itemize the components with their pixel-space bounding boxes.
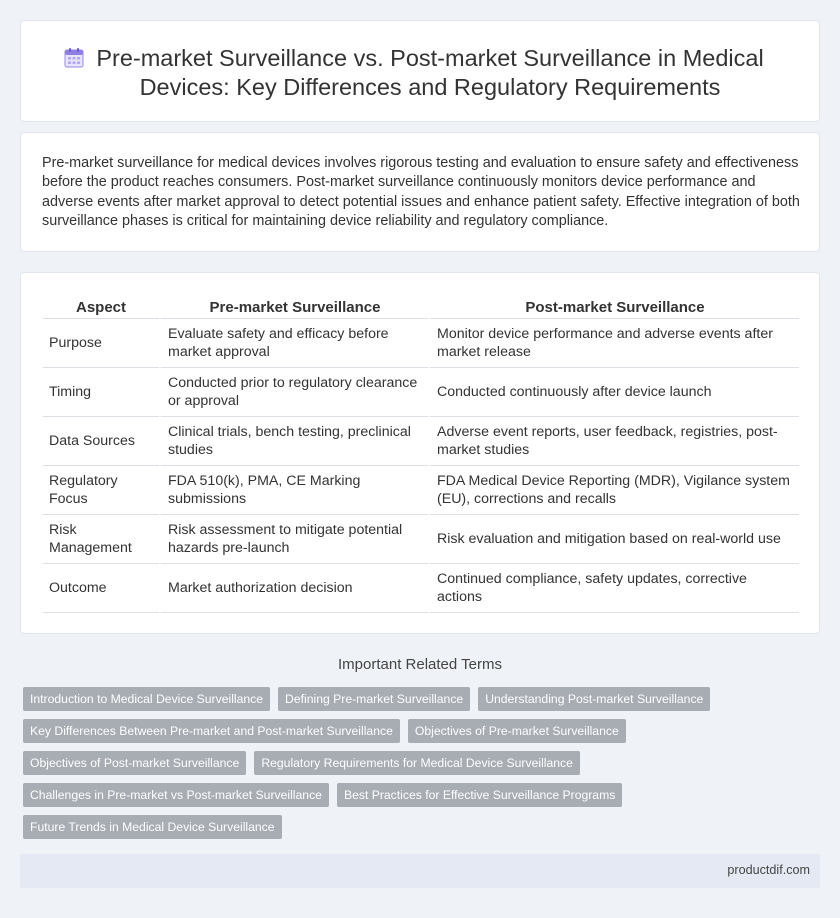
table-row: [43, 466, 799, 515]
comparison-table: [43, 295, 799, 613]
post-market-cell: Risk evaluation and mitigation based on real-world use: [428, 515, 799, 564]
tag-row: [23, 783, 813, 807]
post-market-cell: Conducted continuously after device launch: [428, 368, 799, 417]
tag-row: [23, 751, 813, 775]
aspect-cell: Risk Management: [43, 515, 159, 564]
pre-market-cell: Conducted prior to regulatory clearance or approval: [159, 368, 428, 417]
intro-card: [20, 132, 820, 252]
pre-market-cell: Market authorization decision: [159, 564, 428, 613]
intro-paragraph: Pre-market surveillance for medical devices involves rigorous testing and evaluation to ensure safety and effectiveness before the product reaches consumers. Post-market surveillance continuously monitors device performance and adverse events after market approval to detect potential issues and enhance patient safety. Effective integration of both surveillance phases is critical for maintaining device reliability and regulatory compliance.: [42, 155, 800, 229]
table-header-row: [43, 295, 799, 319]
aspect-cell: Data Sources: [43, 417, 159, 466]
related-term-tag[interactable]: Understanding Post-market Surveillance: [478, 687, 710, 711]
page-title: Pre-market Surveillance vs. Post-market Surveillance in Medical Devices: Key Differences and Regulatory Requirements: [96, 45, 764, 100]
related-term-tag[interactable]: Regulatory Requirements for Medical Device Surveillance: [254, 751, 580, 775]
header-card: [20, 20, 820, 122]
aspect-cell: Timing: [43, 368, 159, 417]
post-market-cell: Adverse event reports, user feedback, registries, post-market studies: [428, 417, 799, 466]
table-row: [43, 319, 799, 368]
table-row: [43, 368, 799, 417]
related-terms-list: [23, 687, 813, 847]
tag-row: [23, 687, 813, 711]
tag-row: [23, 719, 813, 743]
aspect-cell: Regulatory Focus: [43, 466, 159, 515]
pre-market-cell: Clinical trials, bench testing, preclinical studies: [159, 417, 428, 466]
aspect-cell: Outcome: [43, 564, 159, 613]
table-row: [43, 564, 799, 613]
related-term-tag[interactable]: Challenges in Pre-market vs Post-market Surveillance: [23, 783, 329, 807]
post-market-cell: Continued compliance, safety updates, corrective actions: [428, 564, 799, 613]
comparison-card: [20, 272, 820, 634]
tag-row: [23, 815, 813, 839]
header-aspect: Aspect: [43, 295, 159, 319]
pre-market-cell: Evaluate safety and efficacy before market approval: [159, 319, 428, 368]
related-term-tag[interactable]: Objectives of Pre-market Surveillance: [408, 719, 626, 743]
table-row: [43, 417, 799, 466]
header-post-market: Post-market Surveillance: [428, 295, 799, 319]
table-row: [43, 515, 799, 564]
related-term-tag[interactable]: Best Practices for Effective Surveillance Programs: [337, 783, 622, 807]
footer: [20, 854, 820, 888]
header-pre-market: Pre-market Surveillance: [159, 295, 428, 319]
related-term-tag[interactable]: Introduction to Medical Device Surveillance: [23, 687, 270, 711]
post-market-cell: FDA Medical Device Reporting (MDR), Vigilance system (EU), corrections and recalls: [428, 466, 799, 515]
pre-market-cell: FDA 510(k), PMA, CE Marking submissions: [159, 466, 428, 515]
aspect-cell: Purpose: [43, 319, 159, 368]
post-market-cell: Monitor device performance and adverse events after market release: [428, 319, 799, 368]
related-term-tag[interactable]: Key Differences Between Pre-market and Post-market Surveillance: [23, 719, 400, 743]
related-term-tag[interactable]: Objectives of Post-market Surveillance: [23, 751, 246, 775]
site-link[interactable]: productdif.com: [727, 863, 810, 877]
related-term-tag[interactable]: Defining Pre-market Surveillance: [278, 687, 470, 711]
related-terms-heading: Important Related Terms: [338, 656, 502, 673]
pre-market-cell: Risk assessment to mitigate potential hazards pre-launch: [159, 515, 428, 564]
related-term-tag[interactable]: Future Trends in Medical Device Surveillance: [23, 815, 282, 839]
